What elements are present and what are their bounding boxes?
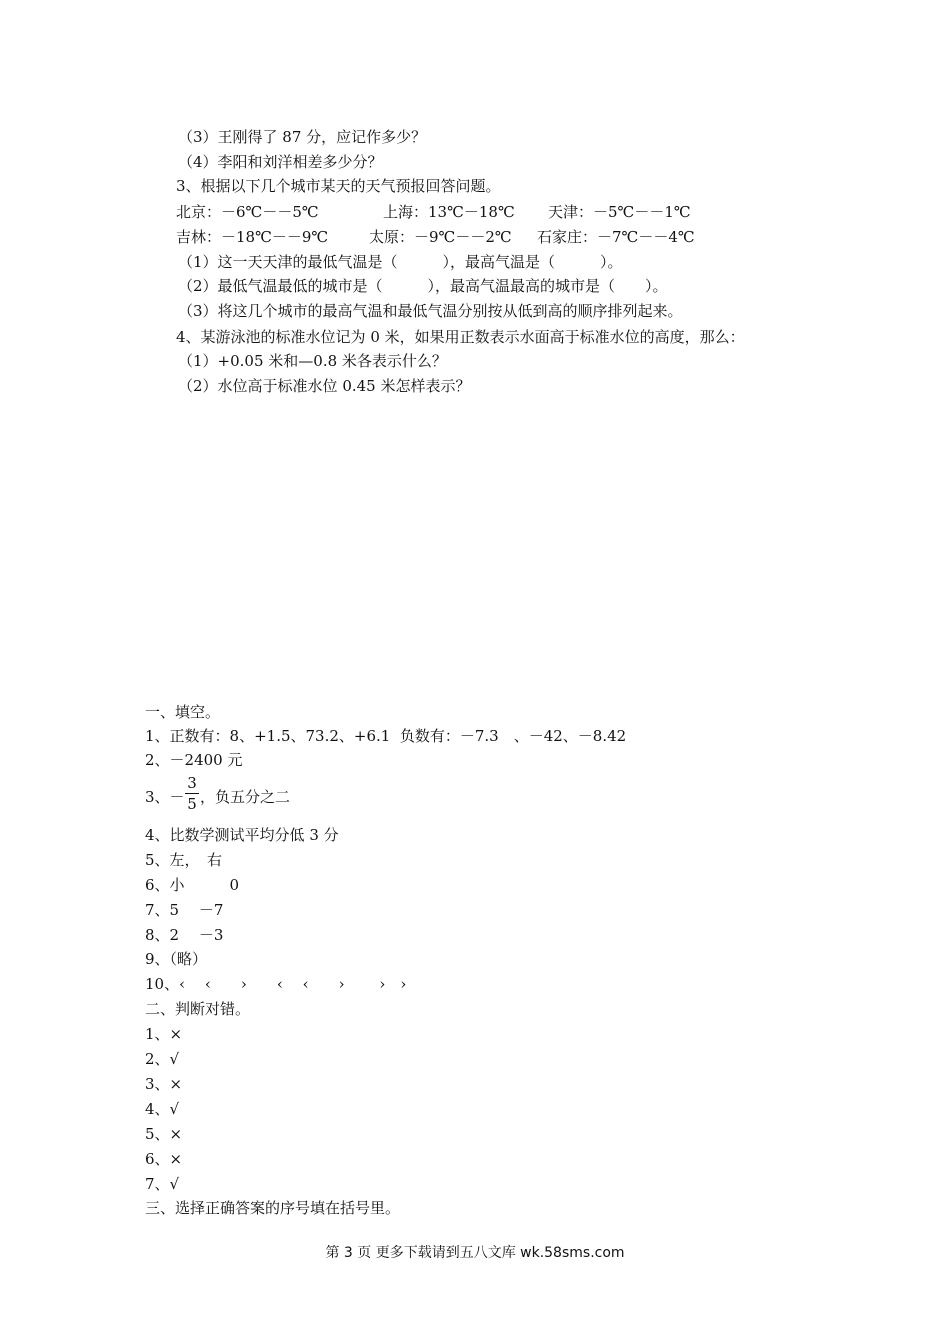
answer-2: 2、－2400 元 xyxy=(145,751,243,769)
temp-jilin: 吉林：－18℃－－9℃ xyxy=(176,228,329,246)
question-2-3: （3）王刚得了 87 分，应记作多少？ xyxy=(178,128,427,146)
question-4-title: 4、某游泳池的标准水位记为 0 米，如果用正数表示水面高于标准水位的高度，那么： xyxy=(176,328,745,346)
answer-5: 5、左， 右 xyxy=(145,851,223,869)
section-multiple-choice: 三、选择正确答案的序号填在括号里。 xyxy=(145,1199,401,1217)
answer-9: 9、（略） xyxy=(145,950,208,968)
section-true-false: 二、判断对错。 xyxy=(145,1000,251,1018)
temp-shijiazhuang: 石家庄：－7℃－－4℃ xyxy=(537,228,695,246)
question-3-title: 3、根据以下几个城市某天的天气预报回答问题。 xyxy=(176,177,501,195)
question-3-3: （3）将这几个城市的最高气温和最低气温分别按从低到高的顺序排列起来。 xyxy=(178,302,683,320)
answer-7: 7、5 －7 xyxy=(145,901,224,919)
temp-shanghai: 上海：13℃－18℃ xyxy=(383,203,515,221)
temp-beijing: 北京：－6℃－－5℃ xyxy=(176,203,319,221)
question-3-1: （1）这一天天津的最低气温是（ ），最高气温是（ ）。 xyxy=(178,253,623,271)
judge-5: 5、× xyxy=(145,1125,183,1143)
judge-6: 6、× xyxy=(145,1150,183,1168)
temp-tianjin: 天津：－5℃－－1℃ xyxy=(548,203,691,221)
answer-4: 4、比数学测试平均分低 3 分 xyxy=(145,826,339,844)
answer-1: 1、正数有：8、+1.5、73.2、+6.1 负数有：－7.3 、－42、－8.42 xyxy=(145,727,627,745)
judge-4: 4、√ xyxy=(145,1100,180,1118)
temp-taiyuan: 太原：－9℃－－2℃ xyxy=(369,228,512,246)
judge-7: 7、√ xyxy=(145,1175,180,1193)
fraction-numerator: 3 xyxy=(187,774,197,792)
answer-3-prefix: 3、－ xyxy=(145,788,185,806)
judge-3: 3、× xyxy=(145,1075,183,1093)
page-footer: 第 3 页 更多下载请到五八文库 wk.58sms.com xyxy=(325,1245,625,1261)
judge-1: 1、× xyxy=(145,1025,183,1043)
question-4-1: （1）+0.05 米和—0.8 米各表示什么？ xyxy=(178,352,447,370)
question-3-2: （2）最低气温最低的城市是（ ），最高气温最高的城市是（ ）。 xyxy=(178,277,668,295)
fraction-denominator: 5 xyxy=(187,795,197,813)
answer-3-fraction xyxy=(185,774,199,813)
question-4-2: （2）水位高于标准水位 0.45 米怎样表示？ xyxy=(178,377,471,395)
answer-3-suffix: ，负五分之二 xyxy=(200,788,291,806)
answer-8: 8、2 －3 xyxy=(145,926,224,944)
answer-10: 10、‹ ‹ › ‹ ‹ › › › xyxy=(145,975,407,993)
answer-6: 6、小 0 xyxy=(145,876,240,894)
fraction-bar xyxy=(185,793,199,794)
question-2-4: （4）李阳和刘洋相差多少分？ xyxy=(178,153,383,171)
section-fill-in: 一、填空。 xyxy=(145,703,221,721)
judge-2: 2、√ xyxy=(145,1050,180,1068)
